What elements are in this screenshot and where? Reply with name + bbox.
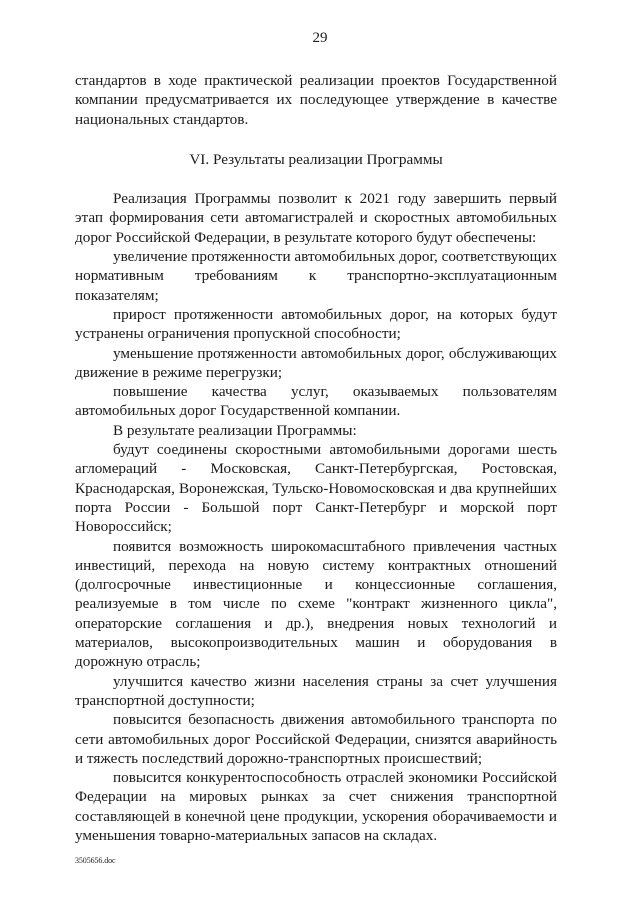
list-item: повысится конкурентоспособность отраслей экономики Российской Федерации на мировых рынках за счет снижения транспортной составляющей в конечной цене продукции, ускорения оборачиваемости и уменьшения товарно-материальных запасов на складах. [75, 769, 557, 844]
list-item: повышение качества услуг, оказываемых пользователям автомобильных дорог Государственной компании. [75, 383, 557, 420]
list-item: прирост протяженности автомобильных дорог, на которых будут устранены ограничения пропускной способности; [75, 305, 557, 343]
paragraph-continuation: стандартов в ходе практической реализации проектов Государственной компании предусматривается их последующее утверждение в качестве национальных стандартов. [75, 72, 557, 128]
list-item: повысится безопасность движения автомобильного транспорта по сети автомобильных дорог Российской Федерации, снизятся аварийность и тяжесть последствий дорожно-транспортных происшествий; [75, 711, 557, 767]
list-item: увеличение протяженности автомобильных дорог, соответствующих нормативным требованиям к транспортно-эксплуатационным показателям; [75, 248, 557, 304]
page-number: 29 [312, 30, 328, 46]
paragraph: В результате реализации Программы: [113, 421, 357, 439]
list-item: появится возможность широкомасштабного привлечения частных инвестиций, перехода на новую систему контрактных отношений (долгосрочные инвестиционные и концессионные соглашения, реализуемые в том числе по схеме "контракт жизненного цикла", операторские соглашения и др.), внедрения новых технологий и материалов, высокопроизводительных машин и оборудования в дорожную отрасль; [75, 537, 557, 671]
list-item: улучшится качество жизни населения страны за счет улучшения транспортной доступности; [75, 672, 557, 709]
list-item: будут соединены скоростными автомобильными дорогами шесть агломераций - Московская, Санкт-Петербургская, Ростовская, Краснодарская, Воронежская, Тульско-Новомосковская и два крупнейших порта России - Большой порт Санкт-Петербург и морской порт Новороссийск; [75, 441, 557, 536]
document-body [75, 71, 557, 845]
footer-file-code: 3505656.doc [75, 856, 116, 865]
list-item: уменьшение протяженности автомобильных дорог, обслуживающих движение в режиме перегрузки; [75, 344, 557, 381]
section-heading: VI. Результаты реализации Программы [189, 150, 443, 168]
paragraph: Реализация Программы позволит к 2021 году завершить первый этап формирования сети автомагистралей и скоростных автомобильных дорог Российской Федерации, в результате которого будут обеспечены: [75, 190, 557, 246]
